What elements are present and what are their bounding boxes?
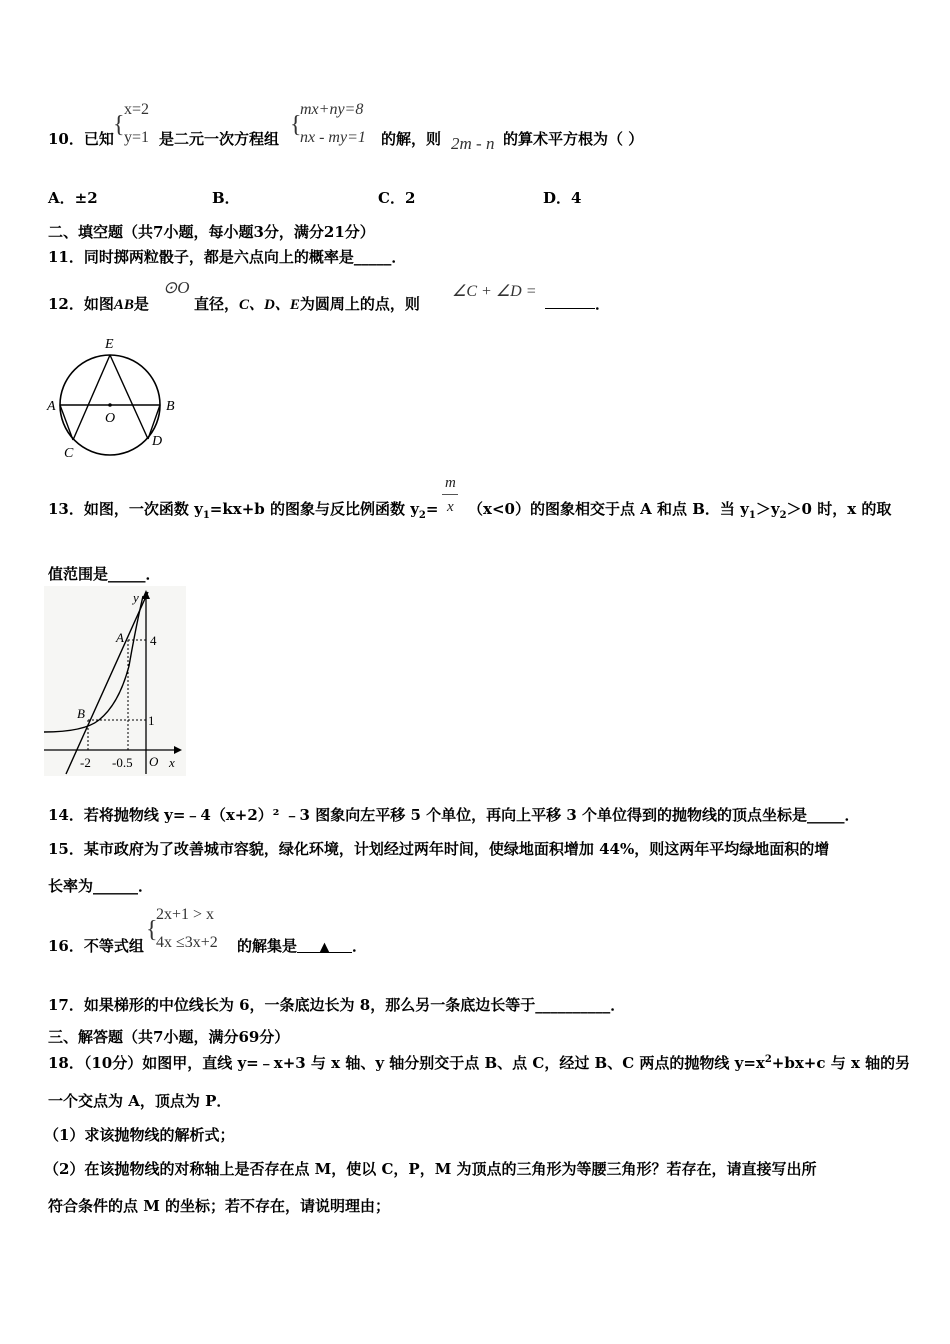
graph-background [44, 586, 186, 776]
question-11: 11．同时掷两粒骰子，都是六点向上的概率是_____． [48, 248, 407, 266]
q18-part2-line2: 符合条件的点 M 的坐标；若不存在，请说明理由； [48, 1197, 391, 1215]
q13-text1: 13．如图，一次函数 y [48, 500, 203, 518]
label-b: B [77, 706, 85, 721]
q13-fraction-denominator: x [447, 499, 454, 515]
q13-line2: 值范围是_____． [48, 565, 161, 583]
q10-brace-2: { [290, 112, 302, 138]
label-one: 1 [148, 713, 155, 728]
q10-option-c: C．2 [378, 189, 416, 207]
label-y: y [133, 590, 139, 605]
question-14: 14．若将抛物线 y=﹣4（x+2）² ﹣3 图象向左平移 5 个单位，再向上平移 3 个单位得到的抛物线的顶点坐标是_____． [48, 806, 860, 824]
q12-mid: 直径， [194, 295, 240, 313]
q10-eq1: mx+ny=8 [300, 101, 364, 118]
q12-answer-blank: ． [545, 293, 610, 314]
q16-mid: 的解集是 [237, 937, 298, 955]
chord-ac [60, 405, 73, 440]
q10-prefix: 10．已知 [48, 130, 114, 148]
q16-inequality-1: 2x+1 > x [156, 906, 215, 923]
q10-option-a: A．±2 [48, 189, 98, 207]
q18-part2-line1: （2）在该抛物线的对称轴上是否存在点 M，使以 C，P，M 为顶点的三角形为等腰三角形？若存在，请直接写出所 [44, 1160, 817, 1178]
q10-option-d: D．4 [543, 189, 582, 207]
label-a: A [47, 399, 56, 414]
q12-ab: AB [113, 297, 134, 313]
q16-prefix: 16．不等式组 [48, 937, 144, 955]
section-2-heading: 二、填空题（共7小题，每小题3分，满分21分） [48, 223, 375, 241]
q12-prefix: 12．如图 [48, 295, 114, 313]
label-a: A [116, 630, 124, 645]
label-o: O [105, 411, 116, 426]
q18-line2: 一个交点为 A，顶点为 P． [48, 1092, 232, 1110]
q12-circle-figure [44, 332, 184, 462]
label-minus-half: -0.5 [112, 755, 133, 770]
q10-eq2: nx - my=1 [300, 129, 366, 146]
q10-expr: 2m - n [451, 134, 495, 153]
q12-circle-symbol: ⊙O [163, 278, 190, 297]
q16-inequality-2: 4x ≤3x+2 [156, 934, 218, 951]
q18-line1a: 18．（10分）如图甲，直线 y=﹣x+3 与 x 轴、y 轴分别交于点 B、点 C，经过 B、C 两点的抛物线 y=x [48, 1054, 765, 1072]
center-point [108, 403, 112, 407]
label-b: B [166, 399, 175, 414]
label-four: 4 [150, 633, 157, 648]
q10-suffix: 的算术平方根为（ ） [503, 130, 644, 148]
q16-answer-blank: ▲ [297, 937, 352, 953]
q10-middle: 是二元一次方程组 [159, 130, 280, 148]
section-3-heading: 三、解答题（共7小题，满分69分） [48, 1028, 290, 1046]
question-15-line2: 长率为______． [48, 877, 154, 895]
chord-ec [73, 355, 110, 440]
q10-option-b: B． [212, 189, 240, 207]
q13-fraction-bar [442, 494, 458, 495]
q12-cde: C、D、E [239, 297, 300, 313]
q10-brace-1: { [113, 112, 125, 138]
q12-expr: ∠C + ∠D = [452, 283, 537, 300]
q13-graph-figure [44, 586, 186, 776]
q12-is: 是 [133, 295, 149, 313]
q10-solution-x: x=2 [124, 101, 150, 118]
question-15-line1: 15．某市政府为了改善城市容貌，绿化环境，计划经过两年时间，使绿地面积增加 44%，则这两年平均绿地面积的增 [48, 840, 830, 858]
label-d: D [152, 434, 163, 449]
q18-part1: （1）求该抛物线的解析式； [44, 1126, 235, 1144]
question-17: 17．如果梯形的中位线长为 6，一条底边长为 8，那么另一条底边长等于__________． [48, 996, 626, 1014]
q10-solution-y: y=1 [124, 129, 150, 146]
label-x: x [169, 755, 175, 770]
q12-rest: 为圆周上的点，则 [299, 295, 420, 313]
label-c: C [64, 446, 74, 461]
label-minus-two: -2 [80, 755, 91, 770]
label-e: E [105, 337, 114, 352]
q18-line1b: +bx+c 与 x 轴的另 [771, 1054, 911, 1072]
q16-brace: { [146, 917, 158, 943]
q10-mid2: 的解，则 [381, 130, 442, 148]
q13-fraction-numerator: m [445, 475, 456, 491]
label-o: O [149, 754, 159, 769]
